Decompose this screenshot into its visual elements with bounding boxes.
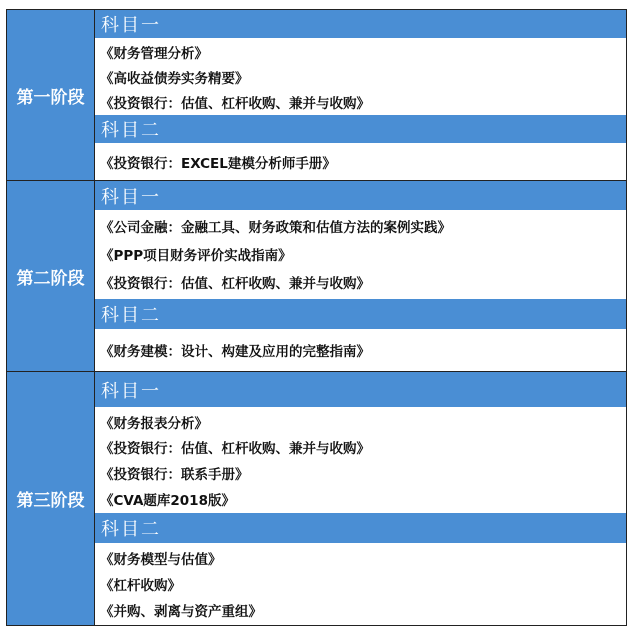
stage-1 — [7, 10, 626, 181]
subject-header: 科目二 — [95, 299, 626, 329]
book-item: 《高收益债券实务精要》 — [100, 71, 249, 87]
book-item: 《投资银行：EXCEL建模分析师手册》 — [100, 156, 336, 172]
book-item: 《杠杆收购》 — [100, 578, 181, 594]
book-item: 《投资银行：联系手册》 — [100, 467, 249, 483]
stage-3 — [7, 372, 626, 625]
subject-header: 科目二 — [95, 513, 626, 543]
stage-2 — [7, 181, 626, 372]
stage-label: 第二阶段 — [7, 181, 95, 371]
book-item: 《投资银行：估值、杠杆收购、兼并与收购》 — [100, 96, 370, 112]
subject-header: 科目一 — [95, 372, 626, 407]
book-item: 《公司金融：金融工具、财务政策和估值方法的案例实践》 — [100, 220, 451, 236]
book-item: 《财务管理分析》 — [100, 46, 208, 62]
book-item: 《投资银行：估值、杠杆收购、兼并与收购》 — [100, 276, 370, 292]
stage-label: 第一阶段 — [7, 10, 95, 180]
stage-label: 第三阶段 — [7, 372, 95, 625]
stage-content — [95, 10, 626, 180]
book-item: 《PPP项目财务评价实战指南》 — [100, 248, 292, 264]
subject-header: 科目一 — [95, 10, 626, 38]
book-item: 《投资银行：估值、杠杆收购、兼并与收购》 — [100, 441, 370, 457]
subject-header: 科目一 — [95, 181, 626, 210]
book-item: 《CVA题库2018版》 — [100, 493, 235, 509]
book-list-table — [6, 9, 627, 626]
stage-content — [95, 181, 626, 371]
book-item: 《财务报表分析》 — [100, 416, 208, 432]
book-item: 《财务建模：设计、构建及应用的完整指南》 — [100, 344, 370, 360]
book-item: 《财务模型与估值》 — [100, 552, 222, 568]
book-item: 《并购、剥离与资产重组》 — [100, 604, 262, 620]
stage-content — [95, 372, 626, 625]
subject-header: 科目二 — [95, 115, 626, 143]
